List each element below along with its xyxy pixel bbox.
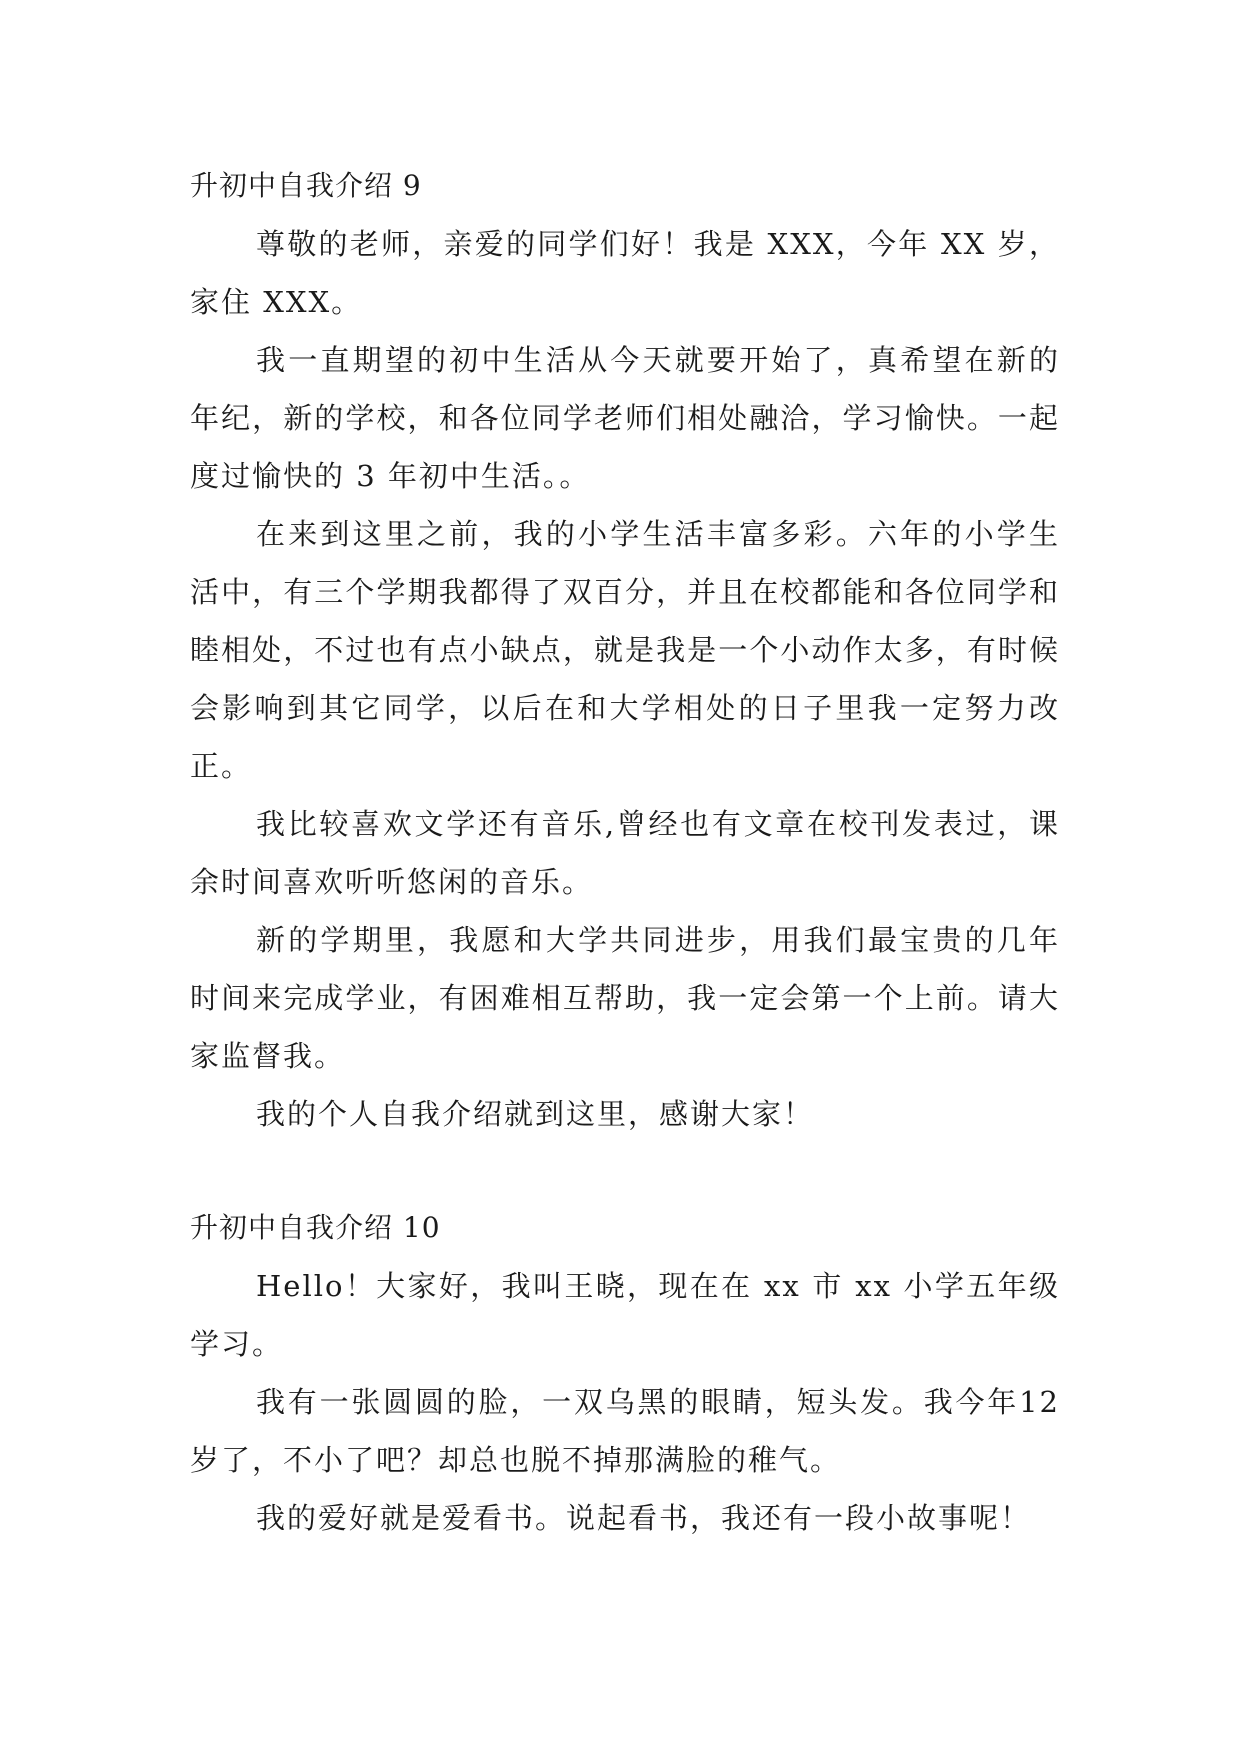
paragraph: 尊敬的老师，亲爱的同学们好！我是 XXX，今年 XX 岁，家住 XXX。 xyxy=(190,227,1060,319)
section-intro-10 xyxy=(190,1199,1060,1547)
paragraph: 新的学期里，我愿和大学共同进步，用我们最宝贵的几年时间来完成学业，有困难相互帮助，我一定会第一个上前。请大家监督我。 xyxy=(190,923,1060,1073)
document-body xyxy=(190,157,1060,1547)
paragraph: 我比较喜欢文学还有音乐,曾经也有文章在校刊发表过，课余时间喜欢听听悠闲的音乐。 xyxy=(190,807,1060,899)
paragraph: Hello！大家好，我叫王晓，现在在 xx 市 xx 小学五年级学习。 xyxy=(190,1269,1060,1361)
section-title: 升初中自我介绍 9 xyxy=(190,169,422,202)
paragraph: 我的爱好就是爱看书。说起看书，我还有一段小故事呢！ xyxy=(256,1501,1032,1535)
paragraph: 在来到这里之前，我的小学生活丰富多彩。六年的小学生活中，有三个学期我都得了双百分，并且在校都能和各位同学和睦相处，不过也有点小缺点，就是我是一个小动作太多，有时候会影响到其它同学，以后在和大学相处的日子里我一定努力改正。 xyxy=(190,517,1060,783)
section-intro-9 xyxy=(190,157,1060,1143)
paragraph: 我的个人自我介绍就到这里，感谢大家！ xyxy=(256,1097,815,1131)
paragraph: 我有一张圆圆的脸，一双乌黑的眼睛，短头发。我今年12 岁了，不小了吧？却总也脱不掉那满脸的稚气。 xyxy=(190,1385,1060,1477)
paragraph: 我一直期望的初中生活从今天就要开始了，真希望在新的年纪，新的学校，和各位同学老师们相处融洽，学习愉快。一起度过愉快的 3 年初中生活。。 xyxy=(190,343,1060,493)
section-title: 升初中自我介绍 10 xyxy=(190,1211,441,1244)
